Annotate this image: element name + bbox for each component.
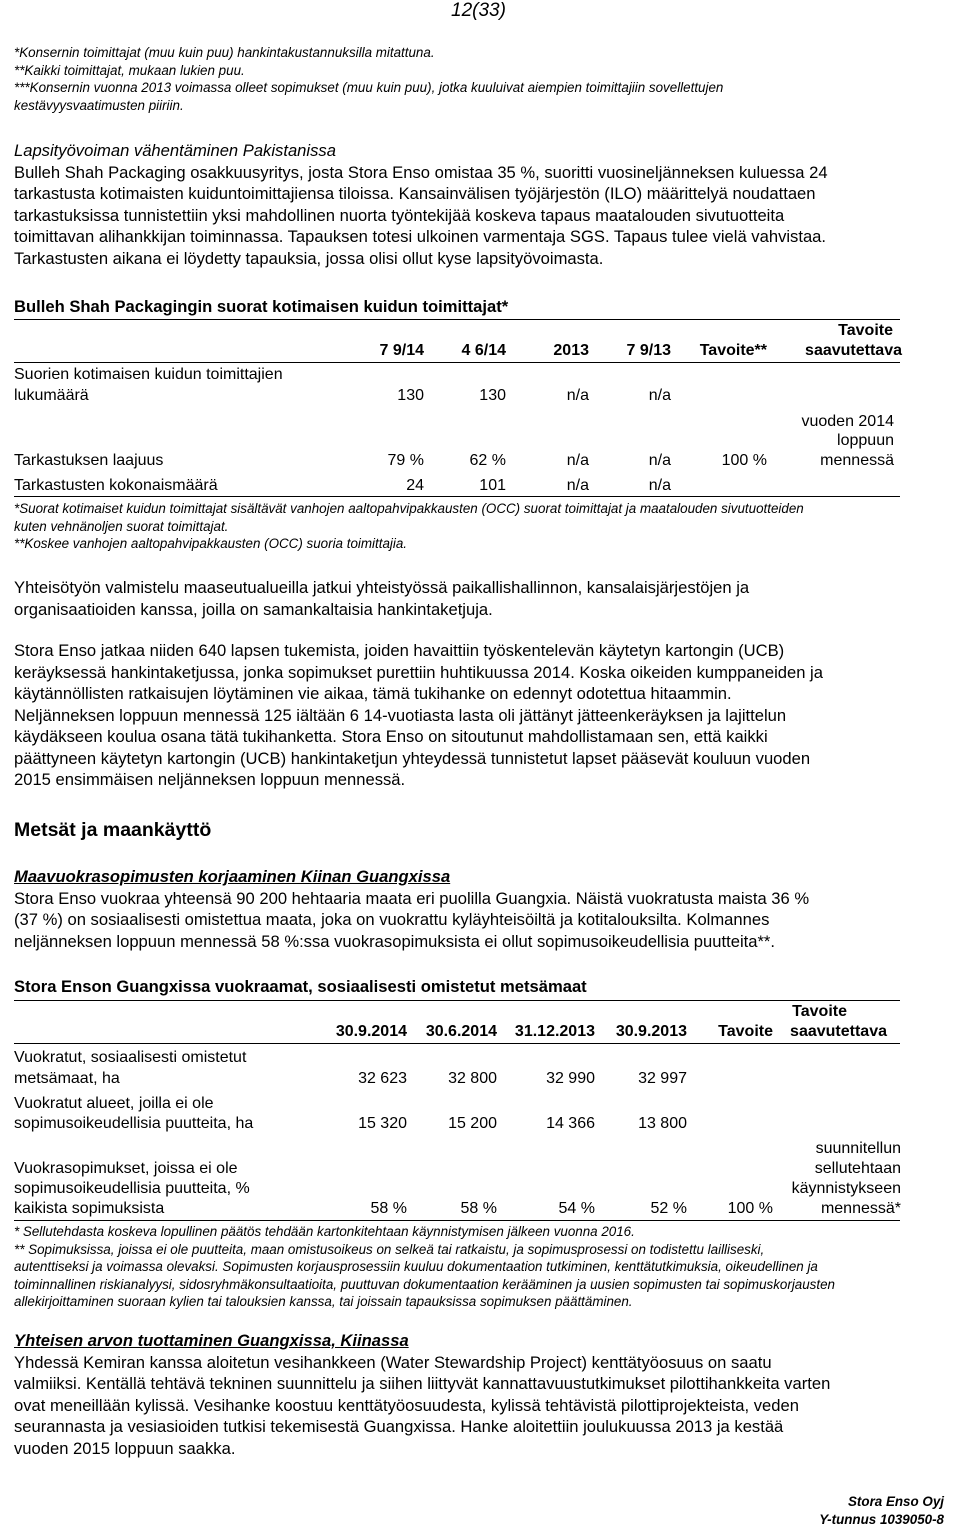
table1-cell: 130 [479,387,506,404]
table1-bottom-rule [14,496,900,497]
table2-row-label: sopimusoikeudellisia puutteita, ha [14,1115,254,1132]
table2-target-text: suunnitellun [815,1140,901,1157]
cooperation-paragraph [14,577,749,620]
page-footer [819,1493,944,1529]
table1-cell: 100 % [721,452,767,469]
table1-target-text: mennessä [820,452,894,469]
table2-cell: 52 % [650,1200,687,1217]
table1-row-label: Suorien kotimaisen kuidun toimittajien [14,366,283,383]
paragraph-line: tarkastuksissa tunnistettiin yksi mahdollinen nuorta työntekijää koskeva tapaus maatalouden sivutuotteita [14,205,785,225]
table1-cell: n/a [566,387,589,404]
footnote-line: ***Konsernin vuonna 2013 voimassa olleet sopimukset (muu kuin puu), jotka kuuluivat aiempien toimittajiin sovellettujen [14,80,724,95]
table2-cell: 13 800 [638,1115,687,1132]
table2-cell: 54 % [558,1200,595,1217]
table1-top-rule [14,319,900,320]
child-labour-section [14,140,960,269]
table1-cell: 79 % [387,452,424,469]
footnote-line: **Koskee vanhojen aaltopahvipakkausten (OCC) suoria toimittajia. [14,536,408,551]
table2-cell: 15 320 [358,1115,407,1132]
paragraph-line: Bulleh Shah Packaging osakkuusyritys, josta Stora Enso omistaa 35 %, suoritti vuosineljänneksen kuluessa 24 [14,162,828,182]
paragraph-line: Stora Enso vuokraa yhteensä 90 200 hehtaaria maata eri puolilla Guangxia. Näistä vuokratusta maista 36 % [14,888,810,908]
table1-row-label: Tarkastusten kokonaismäärä [14,477,218,494]
footnote-line: kestävyysvaatimusten piiriin. [14,97,184,113]
paragraph-line: käydäkseen koulua osana tätä tukihanketta. Stora Enso on sitoutunut mahdollistamaan sen, että kaikki [14,727,768,746]
table1-cell: n/a [648,387,671,404]
table2-header: Tavoite [792,1003,847,1020]
footnote-line: ** Sopimuksissa, joissa ei ole puutteita, maan omistusoikeus on selkeä tai ratkaistu, ja sopimusprosessi on todistettu lailliseski, [14,1241,765,1257]
paragraph-line: päättyneen käytetyn kartongin (UCB) hankintaketjun yhteydessä tunnistetut lapset pääsevät kouluun vuoden [14,748,811,768]
table2-cell: 15 200 [448,1115,497,1132]
table1-header: Tavoite [838,322,893,339]
table2-cell: 32 990 [546,1070,595,1087]
paragraph-line: ovat meneillään kylissä. Vesihanke koostuu kenttätyöosuudesta, kylissä tehtävistä pilottiprojekteista, veden [14,1395,799,1415]
table1-cell: n/a [648,452,671,469]
table2-target-text: käynnistykseen [791,1180,901,1197]
land-lease-section [14,866,809,952]
table2-cell: 32 623 [358,1070,407,1087]
footnote-line: **Kaikki toimittajat, mukaan lukien puu. [14,62,245,78]
paragraph-line: Stora Enso jatkaa niiden 640 lapsen tukemista, joiden havaittiin työskentelevän käytetyn kartongin (UCB) [14,641,785,660]
table2-title: Stora Enson Guangxissa vuokraamat, sosiaalisesti omistetut metsämaat [14,977,587,996]
shared-value-section [14,1330,960,1459]
table2-row-label: Vuokrasopimukset, joissa ei ole [14,1160,238,1177]
table1-cell: n/a [566,477,589,494]
table2-header: 30.6.2014 [425,1023,497,1040]
table1-cell: 130 [397,387,424,404]
children-paragraph [14,640,823,791]
table2-target-text: sellutehtaan [814,1160,901,1177]
table2-cell: 32 997 [638,1070,687,1087]
table2-row-label: sopimusoikeudellisia puutteita, % [14,1180,250,1197]
footnote-line: kuten vehnänoljen suorat toimittajat. [14,518,229,534]
paragraph-line: keräyksessä hankintaketjussa, jonka sopimukset purettiin huhtikuussa 2014. Koska oikeiden kumppaneiden ja [14,662,823,682]
table1-header: saavutettava [805,342,902,359]
footnote-line: *Suorat kotimaiset kuidun toimittajat sisältävät vanhojen aaltopahvipakkausten (OCC) suorat toimittajat ja maatalouden sivutuotteiden [14,501,804,516]
table2-header: 31.12.2013 [514,1023,595,1040]
table2-row-label: kaikista sopimuksista [14,1200,165,1217]
paragraph-line: 2015 ensimmäisen neljänneksen loppuun mennessä. [14,770,406,789]
section-subheading: Lapsityövoiman vähentäminen Pakistanissa [14,141,336,160]
table1-header: 7 9/14 [379,342,424,359]
paragraph-line: (37 %) on sosiaalisesti omistettua maata, joka on vuokrattu kyläyhteisöiltä ja kotitalouksilta. Kolmannes [14,910,770,929]
table1-header: 2013 [553,342,589,359]
table2-header: saavutettava [790,1023,887,1040]
paragraph-line: toimittavan alihankkijan toiminnassa. Tapauksen totesi ulkoinen varmentaja SGS. Tapaus tulee vielä vahvistaa. [14,227,827,246]
table1-cell: 24 [406,477,424,494]
paragraph-line: valmiiksi. Kentällä tehtävä tekninen suunnittelu ja siihen liittyvät kannattavuustutkimukset pilottihankkeita varten [14,1374,831,1393]
table2-header-rule [14,1043,900,1044]
table1-header: 4 6/14 [461,342,506,359]
table1-cell: n/a [566,452,589,469]
table2-cell: 58 % [460,1200,497,1217]
table2-target-text: mennessä* [820,1200,901,1217]
table2-cell: 58 % [370,1200,407,1217]
footnote-line: *Konsernin toimittajat (muu kuin puu) hankintakustannuksilla mitattuna. [14,45,435,60]
table2-header: 30.9.2014 [335,1023,407,1040]
table1-cell: n/a [648,477,671,494]
table2-header: Tavoite [718,1023,773,1040]
paragraph-line: Neljänneksen loppuun mennessä 125 iältään 6 14-vuotiasta lasta oli jättänyt jätteenkeräyksen ja lajittelun [14,705,787,725]
paragraph-line: Yhdessä Kemiran kanssa aloitetun vesihankkeen (Water Stewardship Project) kenttätyöosuus on saatu [14,1352,772,1372]
paragraph-line: Tarkastusten aikana ei löydetty tapauksia, jossa olisi ollut kyse lapsityövoimasta. [14,248,604,268]
table2-row-label: Vuokratut alueet, joilla ei ole [14,1095,214,1112]
footer-business-id: Y-tunnus 1039050-8 [819,1512,944,1527]
table1-header-rule [14,362,900,363]
table2-cell: 100 % [727,1200,773,1217]
section-heading: Metsät ja maankäyttö [14,819,212,841]
table2-top-rule [14,1000,900,1001]
paragraph-line: seurannasta ja vesiasioiden tutkisi tekemisestä Guangxissa. Hanke aloitettiin joulukuussa 2013 ja kestää [14,1417,784,1436]
page-number: 12(33) [451,0,506,21]
table1-cell: 101 [479,477,506,494]
section-subheading: Yhteisen arvon tuottaminen Guangxissa, Kiinassa [14,1331,409,1350]
table2-bottom-rule [14,1220,900,1221]
table2-cell: 14 366 [546,1115,595,1132]
table2-footnotes [14,1223,960,1311]
table1-cell: 62 % [469,452,506,469]
footnote-line: * Sellutehdasta koskeva lopullinen päätös tehdään kartonkitehtaan käynnistymisen jälkeen vuonna 2016. [14,1224,635,1239]
paragraph-line: organisaatioiden kanssa, joilla on samankaltaisia hankintaketjuja. [14,599,493,619]
top-footnotes [14,44,723,114]
paragraph-line: neljänneksen loppuun mennessä 58 %:ssa vuokrasopimuksista ei ollut sopimusoikeudellisia puutteita**. [14,931,775,951]
table1-row-label: lukumäärä [14,387,89,404]
table1-header: Tavoite** [699,342,767,359]
table2-row-label: metsämaat, ha [14,1070,120,1087]
table1-row-label: Tarkastuksen laajuus [14,452,164,469]
table2-row-label: Vuokratut, sosiaalisesti omistetut [14,1049,247,1066]
footnote-line: autenttiseksi ja voimassa olevaksi. Sopimusten korjausprosessiin kuuluu dokumentaation tutkiminen, kenttätutkimuksia, oikeudellinen ja [14,1259,818,1274]
footnote-line: toiminnallinen riskianalyysi, sidosryhmäkonsultaatioita, puuttuvan dokumentaation kerääminen ja uusien sopimusten tai sopimuskorjausten [14,1276,835,1292]
section-subheading: Maavuokrasopimusten korjaaminen Kiinan Guangxissa [14,867,451,886]
table1-target-text: loppuun [837,432,894,449]
paragraph-line: käytännöllisten ratkaisujen löytäminen vie aikaa, tämä tukihanke on edennyt odotettua hitaammin. [14,684,732,703]
table1-target-text: vuoden 2014 [801,413,894,430]
footer-company: Stora Enso Oyj [848,1494,944,1509]
table2-cell: 32 800 [448,1070,497,1087]
table2-header: 30.9.2013 [615,1023,687,1040]
paragraph-line: Yhteisötyön valmistelu maaseutualueilla jatkui yhteistyössä paikallishallinnon, kansalaisjärjestöjen ja [14,578,750,597]
footnote-line: allekirjoittaminen suoraan kylien tai talouksien kanssa, tai joissain tapauksissa sopimuksen päättäminen. [14,1294,633,1309]
table1-header: 7 9/13 [626,342,671,359]
paragraph-line: tarkastusta kotimaisten kuiduntoimittajiensa tiloissa. Kansainvälisen työjärjestön (ILO) määrittelyä noudattaen [14,184,816,203]
table1-title: Bulleh Shah Packagingin suorat kotimaisen kuidun toimittajat* [14,297,509,316]
paragraph-line: vuoden 2015 loppuun saakka. [14,1438,236,1458]
table1-footnotes [14,500,804,553]
